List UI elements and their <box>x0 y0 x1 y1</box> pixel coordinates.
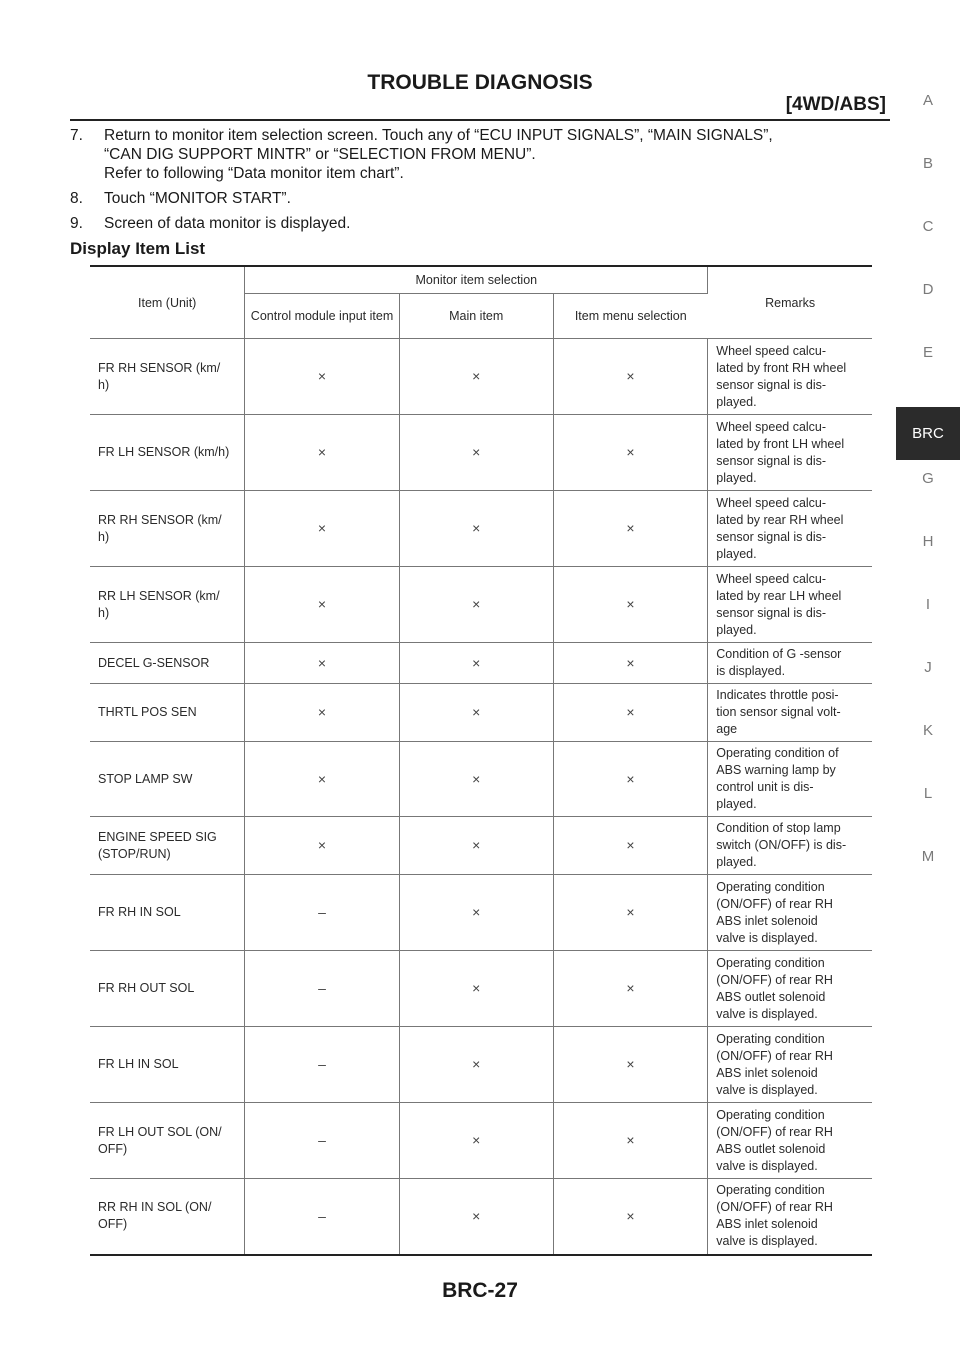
cell-remarks <box>708 415 872 491</box>
cell-main-mark: × <box>399 684 553 742</box>
cell-item-line: RR LH SENSOR (km/ <box>98 588 220 603</box>
cell-item-line: ENGINE SPEED SIG <box>98 829 217 844</box>
cell-item-line: OFF) <box>98 1217 128 1232</box>
cell-item-unit <box>90 951 245 1027</box>
page-number: BRC-27 <box>442 1279 518 1302</box>
cell-item-line: FR LH IN SOL <box>98 1057 179 1071</box>
cell-remarks-line: (ON/OFF) of rear RH <box>716 1200 833 1215</box>
table-row <box>90 339 872 415</box>
cell-remarks-line: Indicates throttle posi- <box>716 688 839 702</box>
procedure-step <box>70 214 860 233</box>
cell-remarks <box>708 1103 872 1179</box>
cell-item-line: RR RH SENSOR (km/ <box>98 512 222 527</box>
cell-remarks-line: Operating condition <box>716 879 825 894</box>
step-text-line: Screen of data monitor is displayed. <box>104 215 351 232</box>
cell-item-line: DECEL G-SENSOR <box>98 655 210 670</box>
cell-remarks <box>708 875 872 951</box>
cell-remarks-line: switch (ON/OFF) is dis- <box>716 838 847 852</box>
cell-main-mark: × <box>399 1103 553 1179</box>
cell-remarks-line: lated by front LH wheel <box>716 436 845 451</box>
cell-item-unit <box>90 415 245 491</box>
table-row <box>90 684 872 742</box>
cell-main-mark: × <box>399 415 553 491</box>
cell-menu-mark: × <box>553 684 708 742</box>
cell-remarks-line: valve is displayed. <box>716 1082 818 1097</box>
table-row <box>90 567 872 643</box>
cell-remarks-line: sensor signal is dis- <box>716 377 827 392</box>
display-item-table <box>90 265 872 1256</box>
cell-menu-mark: × <box>553 643 708 684</box>
cell-item-unit <box>90 567 245 643</box>
cell-remarks <box>708 684 872 742</box>
cell-remarks <box>708 567 872 643</box>
table-row <box>90 1027 872 1103</box>
cell-main-mark: × <box>399 742 553 817</box>
cell-main-mark: × <box>399 1027 553 1103</box>
cell-remarks-line: Operating condition of <box>716 746 839 760</box>
cell-item-unit <box>90 817 245 875</box>
cell-input-mark: × <box>245 817 399 875</box>
section-index-j[interactable]: J <box>924 659 932 676</box>
procedure-step <box>70 189 860 208</box>
cell-main-mark: × <box>399 951 553 1027</box>
cell-menu-mark: × <box>553 742 708 817</box>
cell-item-line: RR RH IN SOL (ON/ <box>98 1200 212 1215</box>
cell-item-unit <box>90 643 245 684</box>
cell-remarks-line: Wheel speed calcu- <box>716 495 827 510</box>
col-header-remarks: Remarks <box>708 266 872 339</box>
step-number: 7. <box>70 127 83 144</box>
section-index-l[interactable]: L <box>923 785 933 802</box>
cell-input-mark: × <box>245 567 399 643</box>
cell-item-line: h) <box>98 377 110 392</box>
procedure-steps <box>70 126 860 239</box>
cell-remarks-line: Operating condition <box>716 1183 825 1198</box>
cell-remarks <box>708 339 872 415</box>
cell-remarks-line: played. <box>716 546 757 561</box>
section-index-k[interactable]: K <box>922 722 933 739</box>
cell-remarks-line: is displayed. <box>716 664 786 678</box>
section-index-b[interactable]: B <box>922 155 933 172</box>
cell-remarks-line: ABS warning lamp by <box>716 763 836 777</box>
cell-remarks <box>708 491 872 567</box>
cell-item-line: FR LH SENSOR (km/h) <box>98 445 230 459</box>
cell-input-mark: – <box>245 1179 399 1255</box>
cell-item-line: h) <box>98 605 110 620</box>
cell-input-mark: × <box>245 491 399 567</box>
cell-remarks-line: ABS inlet solenoid <box>716 1217 818 1232</box>
cell-item-unit <box>90 491 245 567</box>
section-index-m[interactable]: M <box>921 848 935 865</box>
cell-remarks-line: sensor signal is dis- <box>716 605 827 620</box>
table-row <box>90 415 872 491</box>
table-row <box>90 875 872 951</box>
cell-remarks-line: Operating condition <box>716 1031 825 1046</box>
step-text-line: Return to monitor item selection screen. Touch any of “ECU INPUT SIGNALS”, “MAIN SIGNALS”, <box>104 127 773 144</box>
cell-remarks-line: lated by front RH wheel <box>716 360 847 375</box>
cell-input-mark: – <box>245 951 399 1027</box>
cell-input-mark: × <box>245 643 399 684</box>
cell-remarks-line: ABS outlet solenoid <box>716 989 826 1004</box>
cell-remarks-line: (ON/OFF) of rear RH <box>716 1048 833 1063</box>
cell-remarks <box>708 817 872 875</box>
cell-remarks-line: valve is displayed. <box>716 1158 818 1173</box>
cell-main-mark: × <box>399 817 553 875</box>
cell-menu-mark: × <box>553 491 708 567</box>
cell-input-mark: × <box>245 684 399 742</box>
cell-item-unit <box>90 1027 245 1103</box>
table-row <box>90 643 872 684</box>
cell-main-mark: × <box>399 339 553 415</box>
cell-menu-mark: × <box>553 1179 708 1255</box>
cell-remarks-line: ABS inlet solenoid <box>716 1065 818 1080</box>
cell-remarks <box>708 951 872 1027</box>
table-row <box>90 742 872 817</box>
cell-item-line: FR RH OUT SOL <box>98 981 195 995</box>
cell-item-line: OFF) <box>98 1141 128 1156</box>
cell-main-mark: × <box>399 567 553 643</box>
cell-remarks-line: Operating condition <box>716 1107 825 1122</box>
cell-item-line: FR RH SENSOR (km/ <box>98 360 221 375</box>
section-index-tabs <box>896 92 960 911</box>
step-text-line: Touch “MONITOR START”. <box>104 190 291 207</box>
cell-remarks-line: Operating condition <box>716 955 825 970</box>
cell-item-line: h) <box>98 529 110 544</box>
section-index-i[interactable]: I <box>925 596 931 613</box>
procedure-step <box>70 126 860 183</box>
cell-remarks-line: age <box>716 722 738 736</box>
section-index-c[interactable]: C <box>922 218 934 235</box>
cell-remarks-line: (ON/OFF) of rear RH <box>716 1124 833 1139</box>
table-row <box>90 951 872 1027</box>
col-header-control-module-input: Control module input item <box>245 294 399 339</box>
cell-remarks-line: played. <box>716 622 757 637</box>
cell-main-mark: × <box>399 491 553 567</box>
cell-menu-mark: × <box>553 817 708 875</box>
col-header-main-item: Main item <box>399 294 553 339</box>
cell-remarks <box>708 1179 872 1255</box>
header-rule <box>70 119 890 121</box>
section-index-h[interactable]: H <box>922 533 934 550</box>
cell-remarks-line: valve is displayed. <box>716 1234 818 1249</box>
cell-menu-mark: × <box>553 567 708 643</box>
cell-remarks-line: Condition of G -sensor <box>716 647 842 661</box>
cell-remarks <box>708 1027 872 1103</box>
cell-menu-mark: × <box>553 1103 708 1179</box>
table-row <box>90 817 872 875</box>
section-index-brc[interactable]: BRC <box>896 407 960 460</box>
cell-remarks-line: control unit is dis- <box>716 780 814 794</box>
cell-remarks-line: (ON/OFF) of rear RH <box>716 972 833 987</box>
cell-item-line: FR LH OUT SOL (ON/ <box>98 1124 222 1139</box>
cell-remarks-line: played. <box>716 797 757 811</box>
section-index-e[interactable]: E <box>922 344 933 361</box>
cell-item-unit <box>90 1179 245 1255</box>
cell-item-line: THRTL POS SEN <box>98 705 197 719</box>
step-text-line: Refer to following “Data monitor item chart”. <box>104 165 404 182</box>
cell-main-mark: × <box>399 1179 553 1255</box>
cell-main-mark: × <box>399 875 553 951</box>
cell-remarks-line: ABS outlet solenoid <box>716 1141 826 1156</box>
cell-remarks-line: played. <box>716 394 757 409</box>
display-item-list-title: Display Item List <box>70 239 206 258</box>
cell-remarks-line: played. <box>716 470 757 485</box>
step-text-line: “CAN DIG SUPPORT MINTR” or “SELECTION FROM MENU”. <box>104 146 536 163</box>
cell-input-mark: – <box>245 1027 399 1103</box>
cell-main-mark: × <box>399 643 553 684</box>
cell-remarks-line: Wheel speed calcu- <box>716 571 827 586</box>
table-row <box>90 1103 872 1179</box>
col-header-item-menu-selection: Item menu selection <box>553 294 708 339</box>
step-number: 8. <box>70 190 83 207</box>
table-row <box>90 491 872 567</box>
cell-remarks-line: sensor signal is dis- <box>716 529 827 544</box>
cell-remarks-line: Wheel speed calcu- <box>716 419 827 434</box>
col-header-monitor-group: Monitor item selection <box>245 266 708 294</box>
step-number: 9. <box>70 215 83 232</box>
cell-remarks-line: (ON/OFF) of rear RH <box>716 896 833 911</box>
cell-remarks-line: sensor signal is dis- <box>716 453 827 468</box>
table-row <box>90 1179 872 1255</box>
cell-remarks-line: lated by rear RH wheel <box>716 512 844 527</box>
cell-item-unit <box>90 339 245 415</box>
section-index-d[interactable]: D <box>922 281 934 298</box>
cell-input-mark: × <box>245 742 399 817</box>
cell-item-unit <box>90 875 245 951</box>
cell-remarks <box>708 742 872 817</box>
section-index-g[interactable]: G <box>922 470 934 487</box>
step-text <box>104 214 350 233</box>
cell-menu-mark: × <box>553 415 708 491</box>
cell-item-unit <box>90 684 245 742</box>
step-text <box>104 189 291 208</box>
cell-remarks-line: tion sensor signal volt- <box>716 705 841 719</box>
cell-remarks <box>708 643 872 684</box>
cell-input-mark: – <box>245 1103 399 1179</box>
cell-remarks-line: lated by rear LH wheel <box>716 588 842 603</box>
section-index-a[interactable]: A <box>922 92 933 109</box>
cell-input-mark: – <box>245 875 399 951</box>
cell-menu-mark: × <box>553 1027 708 1103</box>
cell-item-unit <box>90 1103 245 1179</box>
cell-menu-mark: × <box>553 951 708 1027</box>
cell-remarks-line: valve is displayed. <box>716 1006 818 1021</box>
cell-remarks-line: Condition of stop lamp <box>716 821 841 835</box>
cell-menu-mark: × <box>553 339 708 415</box>
section-tag: [4WD/ABS] <box>785 94 886 115</box>
cell-item-line: STOP LAMP SW <box>98 771 193 786</box>
cell-item-unit <box>90 742 245 817</box>
page-title: TROUBLE DIAGNOSIS <box>367 71 593 94</box>
cell-item-line: (STOP/RUN) <box>98 846 171 861</box>
cell-remarks-line: valve is displayed. <box>716 930 818 945</box>
cell-remarks-line: played. <box>716 855 757 869</box>
cell-remarks-line: ABS inlet solenoid <box>716 913 818 928</box>
col-header-item: Item (Unit) <box>90 266 245 339</box>
cell-input-mark: × <box>245 339 399 415</box>
cell-menu-mark: × <box>553 875 708 951</box>
cell-input-mark: × <box>245 415 399 491</box>
step-text <box>104 126 773 183</box>
cell-item-line: FR RH IN SOL <box>98 905 181 919</box>
cell-remarks-line: Wheel speed calcu- <box>716 343 827 358</box>
